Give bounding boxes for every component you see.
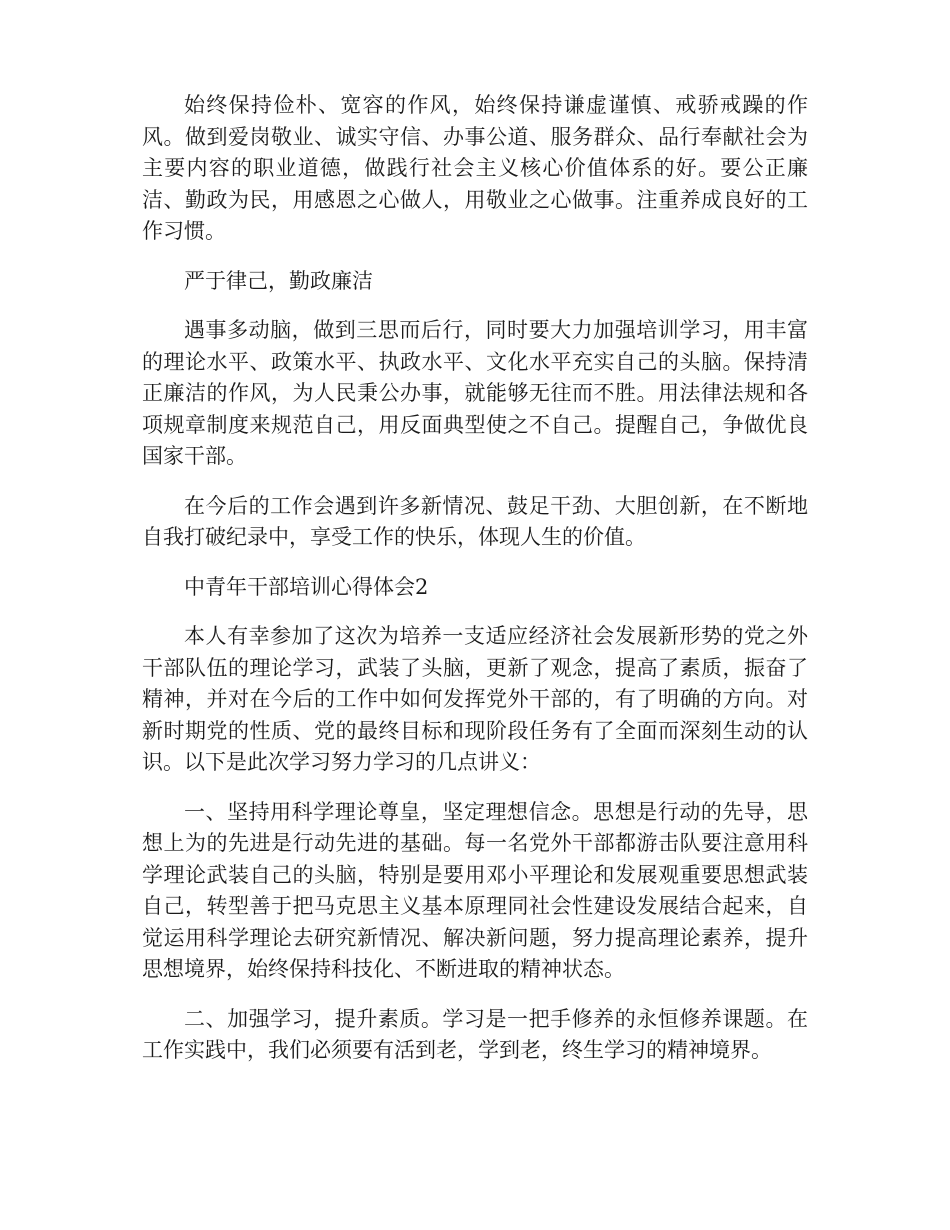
paragraph-think-before-act: 遇事多动脑，做到三思而后行，同时要大力加强培训学习，用丰富的理论水平、政策水平、执政水平、文化水平充实自己的头脑。保持清正廉洁的作风，为人民秉公办事，就能够无往而不胜。用法律法规和各项规章制度来规范自己，用反面典型使之不自己。提醒自己，争做优良国家干部。 xyxy=(142,318,808,468)
paragraph-future-work: 在今后的工作会遇到许多新情况、鼓足干劲、大胆创新，在不断地自我打破纪录中，享受工作的快乐，体现人生的价值。 xyxy=(142,493,808,549)
paragraph-point-one: 一、坚持用科学理论尊皇，坚定理想信念。思想是行动的先导，思想上为的先进是行动先进的基础。每一名党外干部都游击队要注意用科学理论武装自己的头脑，特别是要用邓小平理论和发展观重要思想武装自己，转型善于把马克思主义基本原理同社会性建设发展结合起来，自觉运用科学理论去研究新情况、解决新问题，努力提高理论素养，提升思想境界，始终保持科技化、不断进取的精神状态。 xyxy=(142,799,808,981)
paragraph-point-two: 二、加强学习，提升素质。学习是一把手修养的永恒修养课题。在工作实践中，我们必须要有活到老，学到老，终生学习的精神境界。 xyxy=(142,1006,808,1062)
section-heading-training-2: 中青年干部培训心得体会2 xyxy=(184,574,429,599)
document-page xyxy=(142,90,808,1085)
paragraph-work-style: 始终保持俭朴、宽容的作风，始终保持谦虚谨慎、戒骄戒躁的作风。做到爱岗敬业、诚实守信、办事公道、服务群众、品行奉献社会为主要内容的职业道德，做践行社会主义核心价值体系的好。要公正廉洁、勤政为民，用感恩之心做人，用敬业之心做事。注重养成良好的工作习惯。 xyxy=(142,93,808,243)
section-heading-discipline: 严于律己，勤政廉洁 xyxy=(184,268,373,293)
paragraph-introduction: 本人有幸参加了这次为培养一支适应经济社会发展新形势的党之外干部队伍的理论学习，武装了头脑，更新了观念，提高了素质，振奋了精神，并对在今后的工作中如何发挥党外干部的，有了明确的方向。对新时期党的性质、党的最终目标和现阶段任务有了全面而深刻生动的认识。以下是此次学习努力学习的几点讲义： xyxy=(142,624,808,774)
